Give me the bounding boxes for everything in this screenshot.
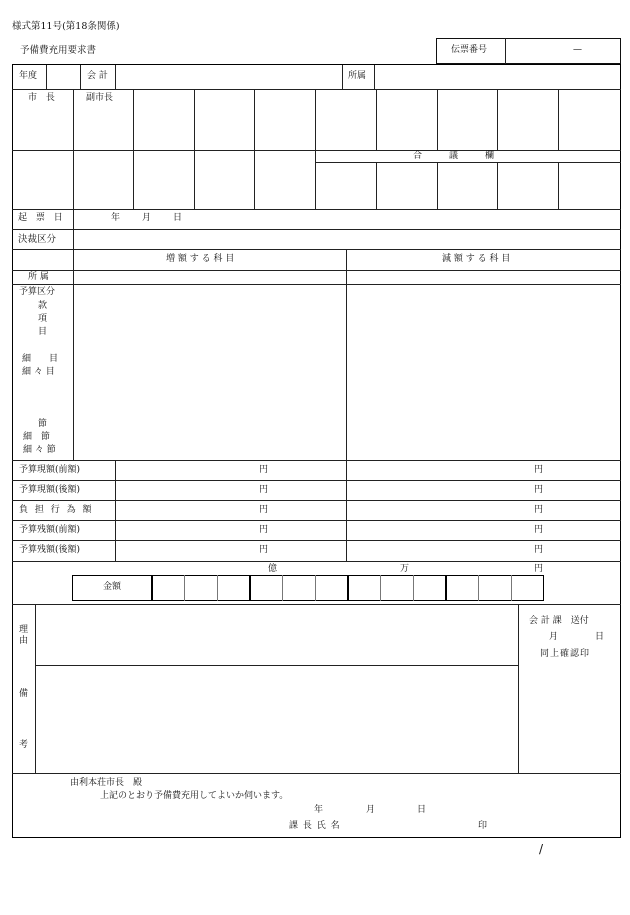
decision-class-label: 決裁区分 — [18, 234, 57, 245]
moku-label: 目 — [38, 327, 48, 337]
accounting-month: 月 — [549, 632, 559, 642]
remarks-label-1: 備 — [19, 689, 29, 699]
accounting-dept-sent: 会 計 課 送付 — [529, 616, 589, 626]
budget-class-label: 予算区分 — [19, 287, 56, 297]
mayor-label: 市 長 — [28, 93, 58, 103]
yen-unit: 円 — [534, 505, 544, 515]
amount-row-label: 負 担 行 為 額 — [19, 505, 94, 515]
draft-year-label: 年 — [111, 213, 121, 223]
kan-label: 款 — [38, 301, 48, 311]
subject-dept-label: 所 属 — [28, 272, 49, 282]
saisaisetsu-label: 細 々 節 — [23, 445, 56, 455]
amount-box — [72, 575, 544, 601]
chief-name-label: 課 長 氏 名 — [289, 821, 341, 831]
setsu-label: 節 — [38, 419, 48, 429]
fiscal-year-label: 年度 — [19, 71, 38, 81]
department-label: 所属 — [348, 71, 367, 81]
amount-row-label: 予算現額(前額) — [19, 465, 81, 475]
saimoku-label: 細 目 — [22, 354, 59, 364]
draft-date-label: 起 票 日 — [18, 213, 66, 223]
consultation-label: 合 議 欄 — [413, 151, 495, 161]
seal-mark: 印 — [478, 821, 488, 831]
yen-unit: 円 — [259, 465, 269, 475]
man-unit: 万 — [400, 564, 410, 574]
amount-row-label: 予算残額(後額) — [19, 545, 81, 555]
deputy-mayor-label: 副市長 — [86, 93, 114, 103]
slash-mark: / — [539, 842, 544, 856]
reason-label-2: 由 — [19, 636, 29, 646]
account-label: 会 計 — [87, 71, 108, 81]
saisetsu-label: 細 節 — [23, 432, 51, 442]
voucher-label: 伝票番号 — [451, 45, 488, 55]
form-frame — [12, 64, 621, 838]
decrease-subject-header: 減 額 す る 科 目 — [442, 254, 511, 264]
yen-unit: 円 — [259, 525, 269, 535]
yen-unit: 円 — [534, 485, 544, 495]
draft-month-label: 月 — [142, 213, 152, 223]
oku-unit: 億 — [268, 564, 278, 574]
footer-month: 月 — [366, 805, 376, 815]
increase-subject-header: 増 額 す る 科 目 — [166, 254, 235, 264]
reason-label-1: 理 — [19, 625, 29, 635]
remarks-label-2: 考 — [19, 740, 29, 750]
form-title: 予備費充用要求書 — [20, 45, 97, 56]
footer-year: 年 — [314, 805, 324, 815]
form-number: 様式第11号(第18条関係) — [12, 21, 120, 32]
yen-unit: 円 — [259, 545, 269, 555]
draft-day-label: 日 — [173, 213, 183, 223]
en-unit: 円 — [534, 564, 544, 574]
yen-unit: 円 — [259, 505, 269, 515]
yen-unit: 円 — [534, 465, 544, 475]
accounting-confirm-seal: 同上確認印 — [540, 649, 591, 659]
accounting-day: 日 — [595, 632, 605, 642]
kou-label: 項 — [38, 314, 48, 324]
request-statement: 上記のとおり予備費充用してよいか伺います。 — [100, 791, 289, 801]
voucher-number-field[interactable]: — — [573, 45, 582, 55]
yen-unit: 円 — [534, 545, 544, 555]
amount-row-label: 予算残額(前額) — [19, 525, 81, 535]
addressee: 由利本荘市長 殿 — [70, 778, 143, 788]
amount-row-label: 予算現額(後額) — [19, 485, 81, 495]
yen-unit: 円 — [534, 525, 544, 535]
yen-unit: 円 — [259, 485, 269, 495]
saisaimoku-label: 細 々 目 — [22, 367, 55, 377]
amount-label: 金額 — [103, 582, 122, 592]
footer-day: 日 — [417, 805, 427, 815]
